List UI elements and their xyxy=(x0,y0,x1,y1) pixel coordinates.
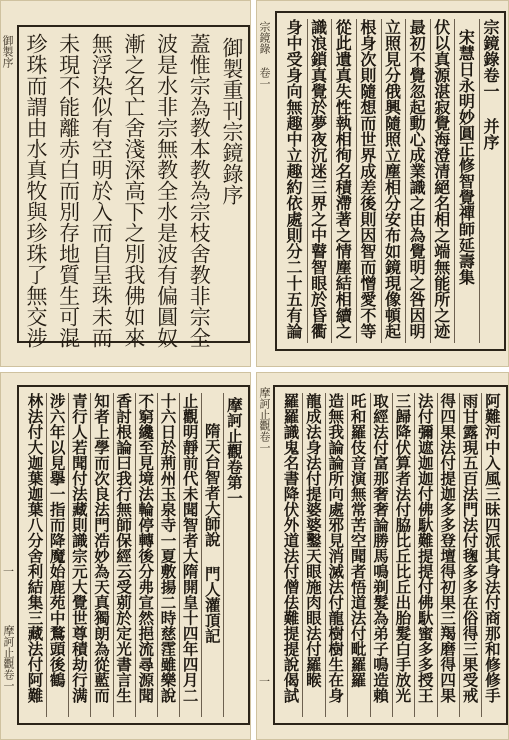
column-author: 宋慧日永明妙圓正修智覺禪師延壽集 xyxy=(454,19,473,343)
text-columns xyxy=(283,19,498,343)
text-column: 雨甘露現五百法門法付毱多多在俗得三果受戒 xyxy=(459,393,478,717)
text-column: 林法付大迦葉迦葉八分舍利結集三藏法付阿難 xyxy=(25,393,45,703)
text-column: 羅羅識鬼名書降伏外道法付僧佉難提提說偈試 xyxy=(281,393,301,703)
text-column: 法付彌遮迦迦付佛馱難提提付佛馱蜜多多授王 xyxy=(414,393,433,717)
page-zongjinglu xyxy=(256,0,509,367)
text-column: 止觀明靜前代未聞智者大隋開皇十四年四月二 xyxy=(179,393,198,717)
column-title: 御製重刊宗鏡錄序 xyxy=(219,37,244,205)
text-column: 珍珠而謂由水真牧與珍珠了無交涉 xyxy=(24,33,48,348)
text-column: 伏以真源湛寂覺海澄清絕名相之端無能所之迹 xyxy=(430,19,449,343)
text-column: 得四果法付提迦多多登壇得初果三羯磨得四果 xyxy=(437,393,456,717)
text-column: 涉六年以見擧一指而降魔始鹿苑中鶩頭後鶴 xyxy=(46,393,65,717)
margin-page-number: 一 xyxy=(259,675,270,688)
column-title: 宗鏡錄卷一 并序 xyxy=(479,19,498,343)
text-column: 最初不覺忽起動心成業識之由為覺明之咎因明 xyxy=(405,19,424,343)
column-author: 隋天台智者大師說 門人灌頂記 xyxy=(201,393,220,717)
margin-page-number: 一 xyxy=(3,565,14,578)
text-column: 未現不能離赤白而別存地質生可混 xyxy=(56,33,81,348)
text-column: 立照見分俄興隨照立塵相分安布如鏡現像頓起 xyxy=(381,19,400,343)
text-column: 知者上學而次良法門浩妙為天真獨朗為從藍而 xyxy=(90,393,109,717)
text-column: 吒和羅伎音演無常苦空聞者悟道法付毗羅羅 xyxy=(347,393,366,717)
text-column: 三歸降伏算者法付脇比丘比丘出胎髮白手放光 xyxy=(392,393,411,717)
margin-title: 摩訶止觀卷一 xyxy=(258,387,271,453)
text-column: 身中受身向無趣中立趣約依處則分二十五有論 xyxy=(284,19,303,339)
text-column: 無浮染似有空明於入而自呈珠未而 xyxy=(89,33,114,348)
text-column: 龍成法身法付提婆婆鑿天眼施肉眼法付羅睺 xyxy=(302,393,321,717)
text-column: 十六日於荊州玉泉寺一夏敷揚二時慈霔雖樂說 xyxy=(157,393,176,717)
text-column: 取經法付富那奢奢論勝馬鳴剃髮為弟子鳴造賴 xyxy=(370,393,389,717)
margin-title: 宗鏡錄 卷一 xyxy=(258,21,271,89)
text-column: 波是水非宗無教全水是波有偏圓奴 xyxy=(154,33,179,348)
page-frame xyxy=(273,385,508,725)
text-column: 不窮纔至見境法輪停轉後分弗宣然挹流尋源聞 xyxy=(135,393,154,717)
text-columns xyxy=(24,33,244,348)
page-frame xyxy=(17,385,250,725)
page-frame xyxy=(275,11,506,351)
text-columns xyxy=(25,393,242,717)
text-column: 根身次則隨想而世界成差後則因智而憎愛不等 xyxy=(356,19,375,343)
column-title: 摩訶止觀卷第一 xyxy=(223,393,242,717)
text-column: 漸之名亡舍淺深高下之別我佛如來 xyxy=(121,33,146,348)
text-columns xyxy=(281,393,500,717)
page-mohe-zhiguan-1 xyxy=(0,372,251,740)
page-frame xyxy=(17,25,250,348)
text-column: 阿難河中入風三昧四派其身法付商那和修修手 xyxy=(481,393,500,717)
text-column: 香討根論曰我行無師保經云受莂於定光書言生 xyxy=(113,393,132,717)
page-imperial-preface xyxy=(0,0,251,367)
page-mohe-zhiguan-2 xyxy=(256,372,509,740)
text-column: 從此遺真失性執相徇名積滯著之情塵結相續之 xyxy=(331,19,350,343)
text-column: 蓋惟宗為教本教為宗枝舍教非宗全 xyxy=(187,33,212,348)
text-column: 識浪鎖真覺於夢夜沉迷三界之中瞽智眼於昏衢 xyxy=(307,19,326,343)
text-column: 青行人若聞付法藏則識宗元大覺世尊積劫行满 xyxy=(68,393,87,717)
margin-title: 摩訶止觀卷一 xyxy=(2,625,15,691)
text-column: 造無我論論所向處邪見消滅法付龍樹樹生在身 xyxy=(325,393,344,717)
margin-title: 御製序 xyxy=(1,35,14,68)
